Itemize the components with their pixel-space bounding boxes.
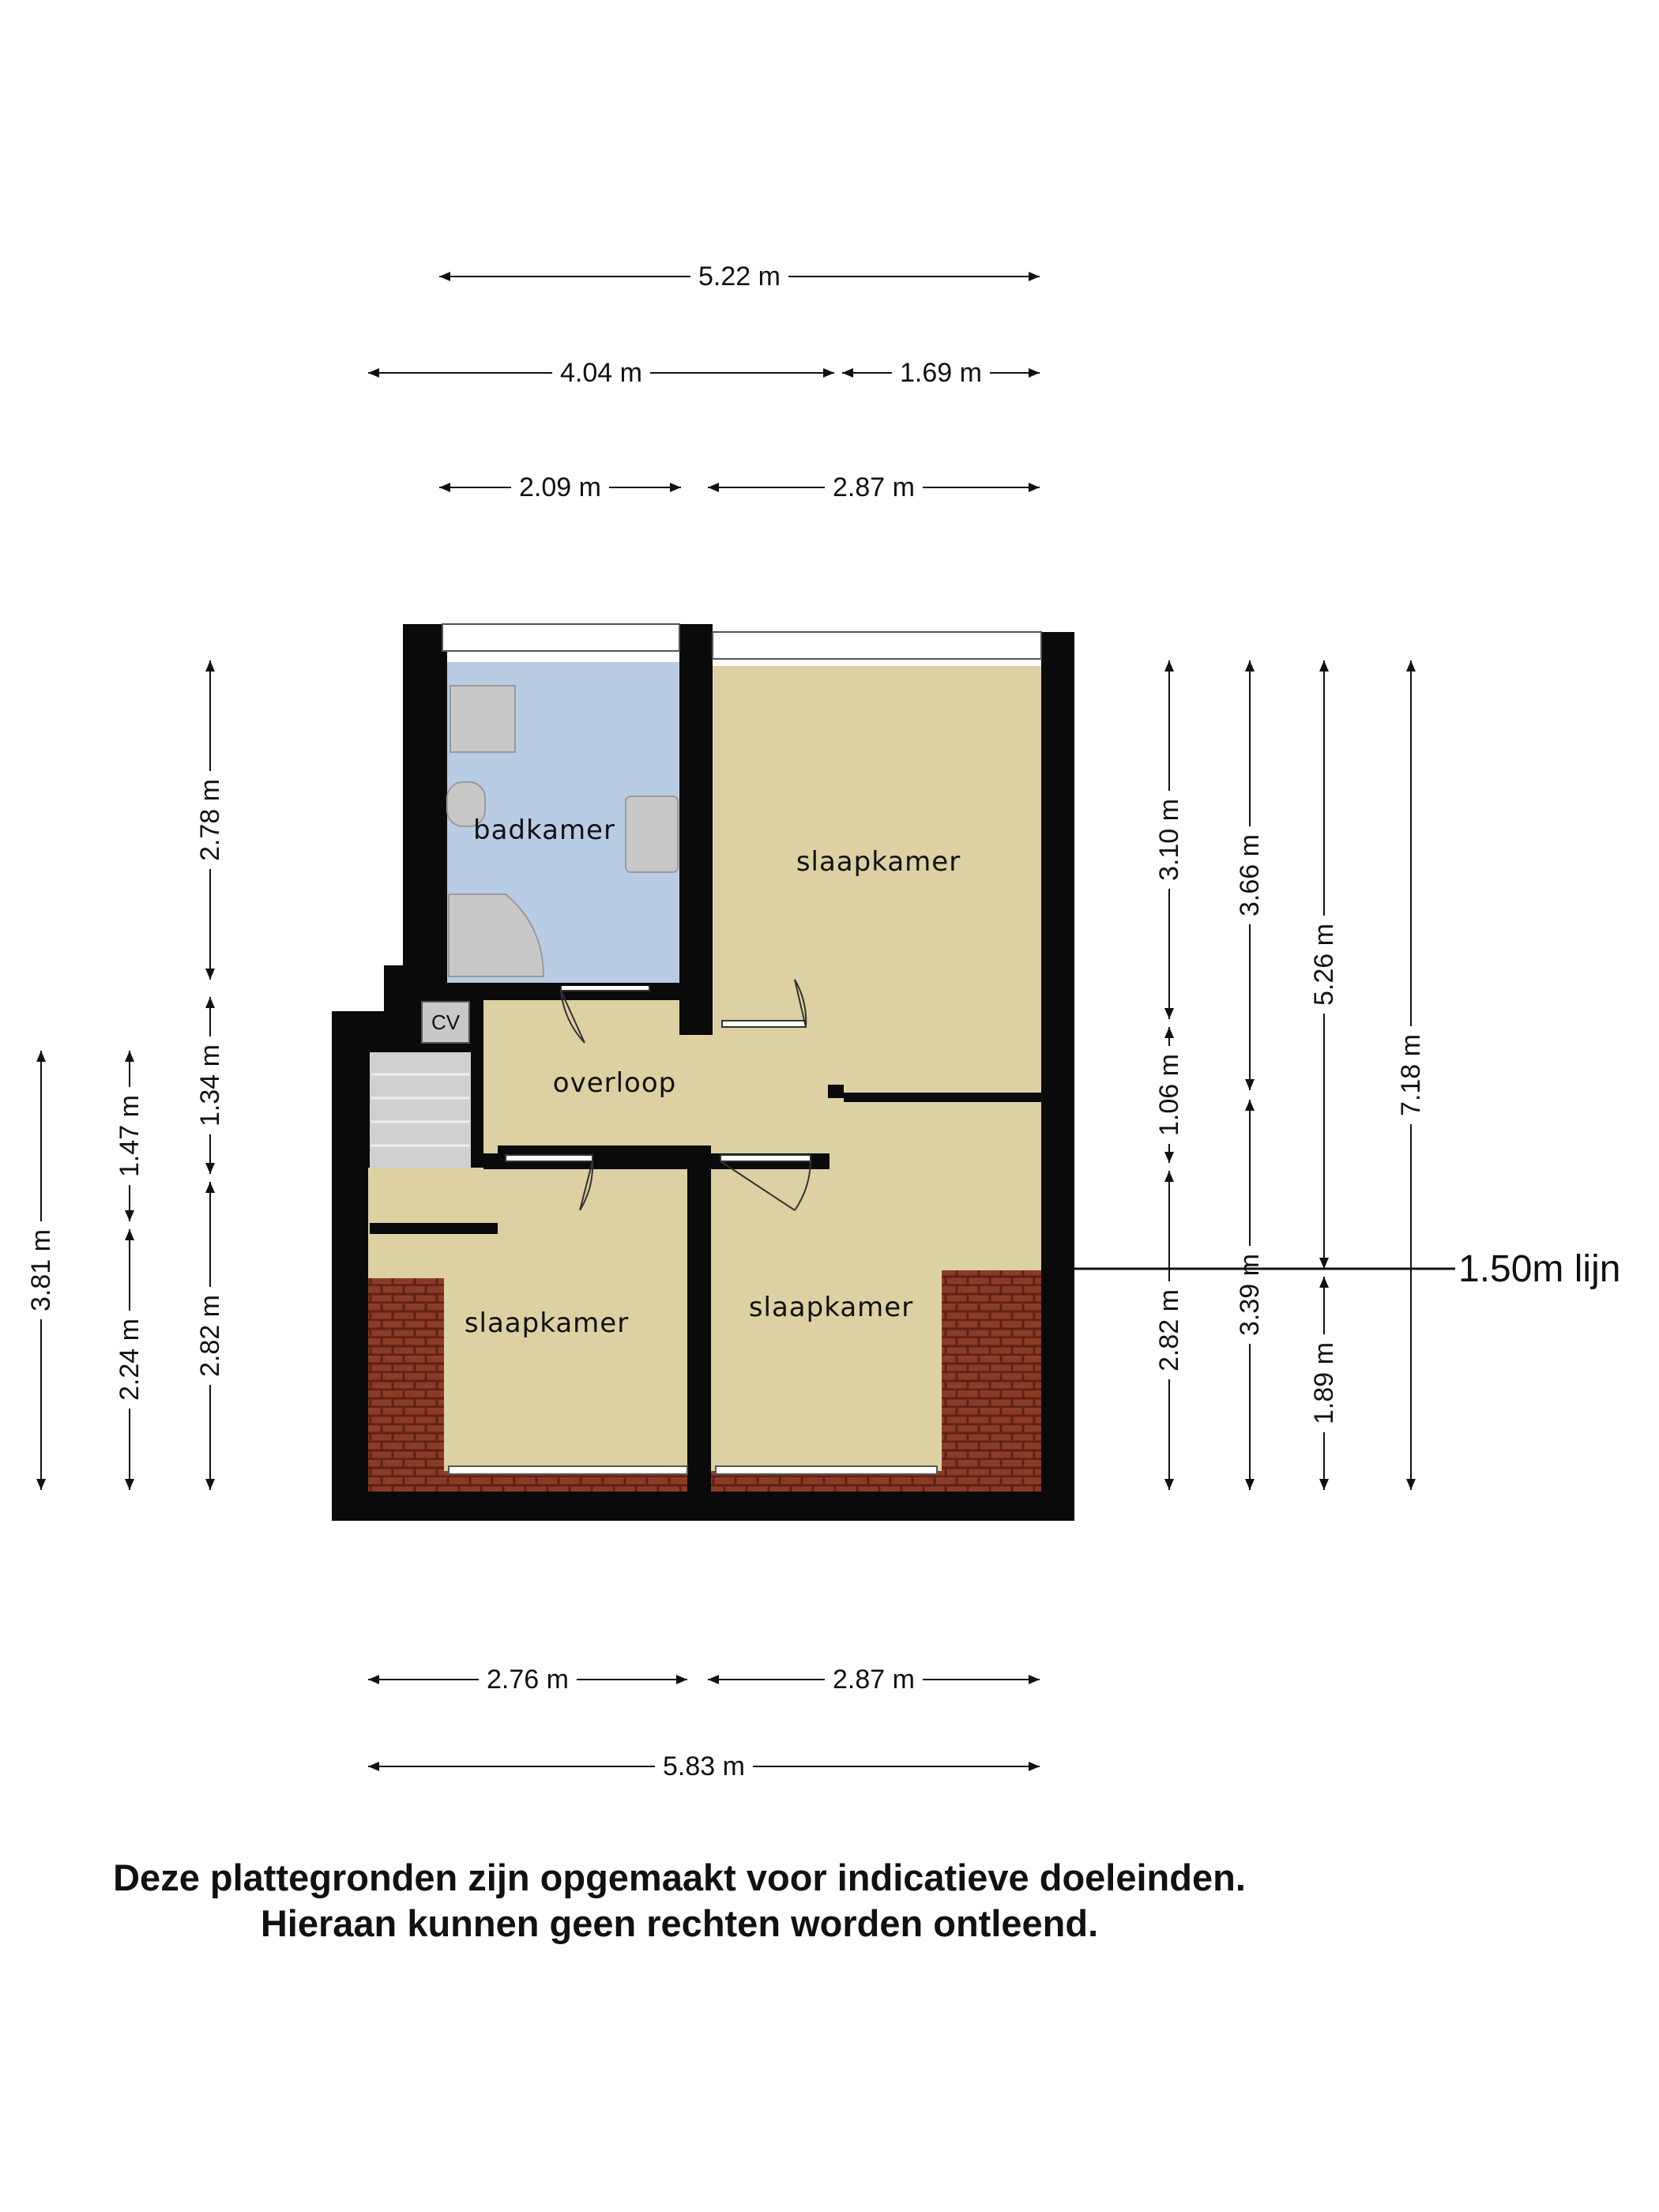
dimension-arrowhead	[368, 368, 379, 378]
room-label-bathroom: badkamer	[473, 814, 615, 846]
dimension-label-bottom-left: 2.76 m	[487, 1665, 569, 1695]
dimension-label-left-middle: 1.34 m	[195, 1044, 225, 1127]
dimension-arrowhead	[205, 1163, 215, 1174]
roof-tiles-right	[942, 1270, 1041, 1492]
dimension-arrowhead	[1245, 660, 1255, 672]
room-label-bedroom-bottom-left: slaapkamer	[464, 1307, 630, 1339]
dimension-label-top-inner-left: 2.09 m	[519, 472, 601, 502]
dimension-arrowhead	[1245, 1079, 1255, 1090]
dimension-arrowhead	[1029, 368, 1040, 378]
dimension-arrowhead	[1319, 660, 1329, 672]
dimension-label-left-bottom: 2.82 m	[195, 1295, 225, 1377]
dimension-label-right-b-top: 3.66 m	[1235, 834, 1265, 916]
dimension-arrowhead	[842, 368, 853, 378]
dimension-arrowhead	[205, 1479, 215, 1490]
dimension-arrowhead	[1406, 1479, 1416, 1490]
dimension-arrowhead	[676, 1675, 687, 1684]
dimension-arrowhead	[708, 483, 719, 492]
dimension-arrowhead	[1029, 1762, 1040, 1771]
cv-label: CV	[431, 1010, 461, 1034]
dimension-arrowhead	[205, 969, 215, 980]
dimension-label-top-left: 4.04 m	[560, 358, 642, 388]
dimension-arrowhead	[1029, 272, 1040, 281]
dimension-arrowhead	[205, 1182, 215, 1193]
dimension-arrowhead	[1164, 1479, 1174, 1490]
bedroom-top-right-extension	[844, 1061, 1041, 1093]
dimension-arrowhead	[670, 483, 681, 492]
washing-machine	[450, 686, 515, 752]
room-label-bedroom-top-right: slaapkamer	[796, 846, 961, 878]
dimension-arrowhead	[1406, 660, 1416, 672]
dimension-arrowhead	[823, 368, 834, 378]
dimension-arrowhead	[125, 1051, 134, 1062]
dimension-label-left-top: 2.78 m	[195, 779, 225, 861]
dimension-label-right-c-top: 5.26 m	[1309, 924, 1339, 1006]
dimension-label-bottom-right: 2.87 m	[833, 1665, 915, 1695]
roof-tiles-left	[368, 1278, 444, 1492]
dimension-label-top-overall: 5.22 m	[698, 261, 781, 292]
disclaimer	[0, 1855, 1359, 1947]
dimension-arrowhead	[205, 997, 215, 1008]
dimension-arrowhead	[1245, 1100, 1255, 1111]
dimension-arrowhead	[36, 1051, 46, 1062]
dimension-label-top-right: 1.69 m	[900, 358, 982, 388]
dimension-arrowhead	[125, 1210, 134, 1221]
dimension-label-bottom-overall: 5.83 m	[663, 1751, 745, 1781]
dimension-arrowhead	[1319, 1479, 1329, 1490]
dimension-arrowhead	[1029, 483, 1040, 492]
dimension-arrowhead	[125, 1229, 134, 1240]
dimension-label-left-outer: 3.81 m	[26, 1229, 56, 1311]
dimension-arrowhead	[1164, 1027, 1174, 1038]
dimension-label-top-inner-right: 2.87 m	[833, 472, 915, 502]
dimension-arrowhead	[1319, 1277, 1329, 1288]
dimension-arrowhead	[708, 1675, 719, 1684]
dimension-arrowhead	[125, 1479, 134, 1490]
dimension-label-right-a-middle: 1.06 m	[1154, 1054, 1184, 1136]
dimension-label-left-upper: 1.47 m	[115, 1095, 145, 1177]
dimension-arrowhead	[1164, 1152, 1174, 1163]
room-label-landing: overloop	[552, 1067, 677, 1099]
dimension-arrowhead	[1245, 1479, 1255, 1490]
dimension-arrowhead	[439, 483, 450, 492]
dimension-label-left-lower: 2.24 m	[115, 1319, 145, 1401]
dimension-arrowhead	[1029, 1675, 1040, 1684]
dimension-label-right-overall: 7.18 m	[1396, 1034, 1426, 1116]
dimension-label-right-c-bottom: 1.89 m	[1309, 1342, 1339, 1424]
dimension-arrowhead	[1164, 660, 1174, 672]
disclaimer-line-1: Deze plattegronden zijn opgemaakt voor indicatieve doeleinden.	[113, 1856, 1246, 1898]
dimension-arrowhead	[439, 272, 450, 281]
dimension-arrowhead	[1164, 1008, 1174, 1019]
dimension-label-right-a-top: 3.10 m	[1154, 799, 1184, 881]
dimension-arrowhead	[368, 1675, 379, 1684]
disclaimer-line-2: Hieraan kunnen geen rechten worden ontleend.	[260, 1902, 1099, 1944]
line-150m-label: 1.50m lijn	[1458, 1248, 1621, 1290]
dimension-label-right-b-bottom: 3.39 m	[1235, 1254, 1265, 1336]
dimension-arrowhead	[1164, 1171, 1174, 1182]
dimension-arrowhead	[1319, 1258, 1329, 1269]
dimension-arrowhead	[205, 660, 215, 672]
dimension-arrowhead	[368, 1762, 379, 1771]
room-label-bedroom-bottom-right: slaapkamer	[748, 1292, 914, 1323]
sink	[626, 796, 678, 872]
dimension-label-right-a-bottom: 2.82 m	[1154, 1289, 1184, 1371]
dimension-arrowhead	[36, 1479, 46, 1490]
